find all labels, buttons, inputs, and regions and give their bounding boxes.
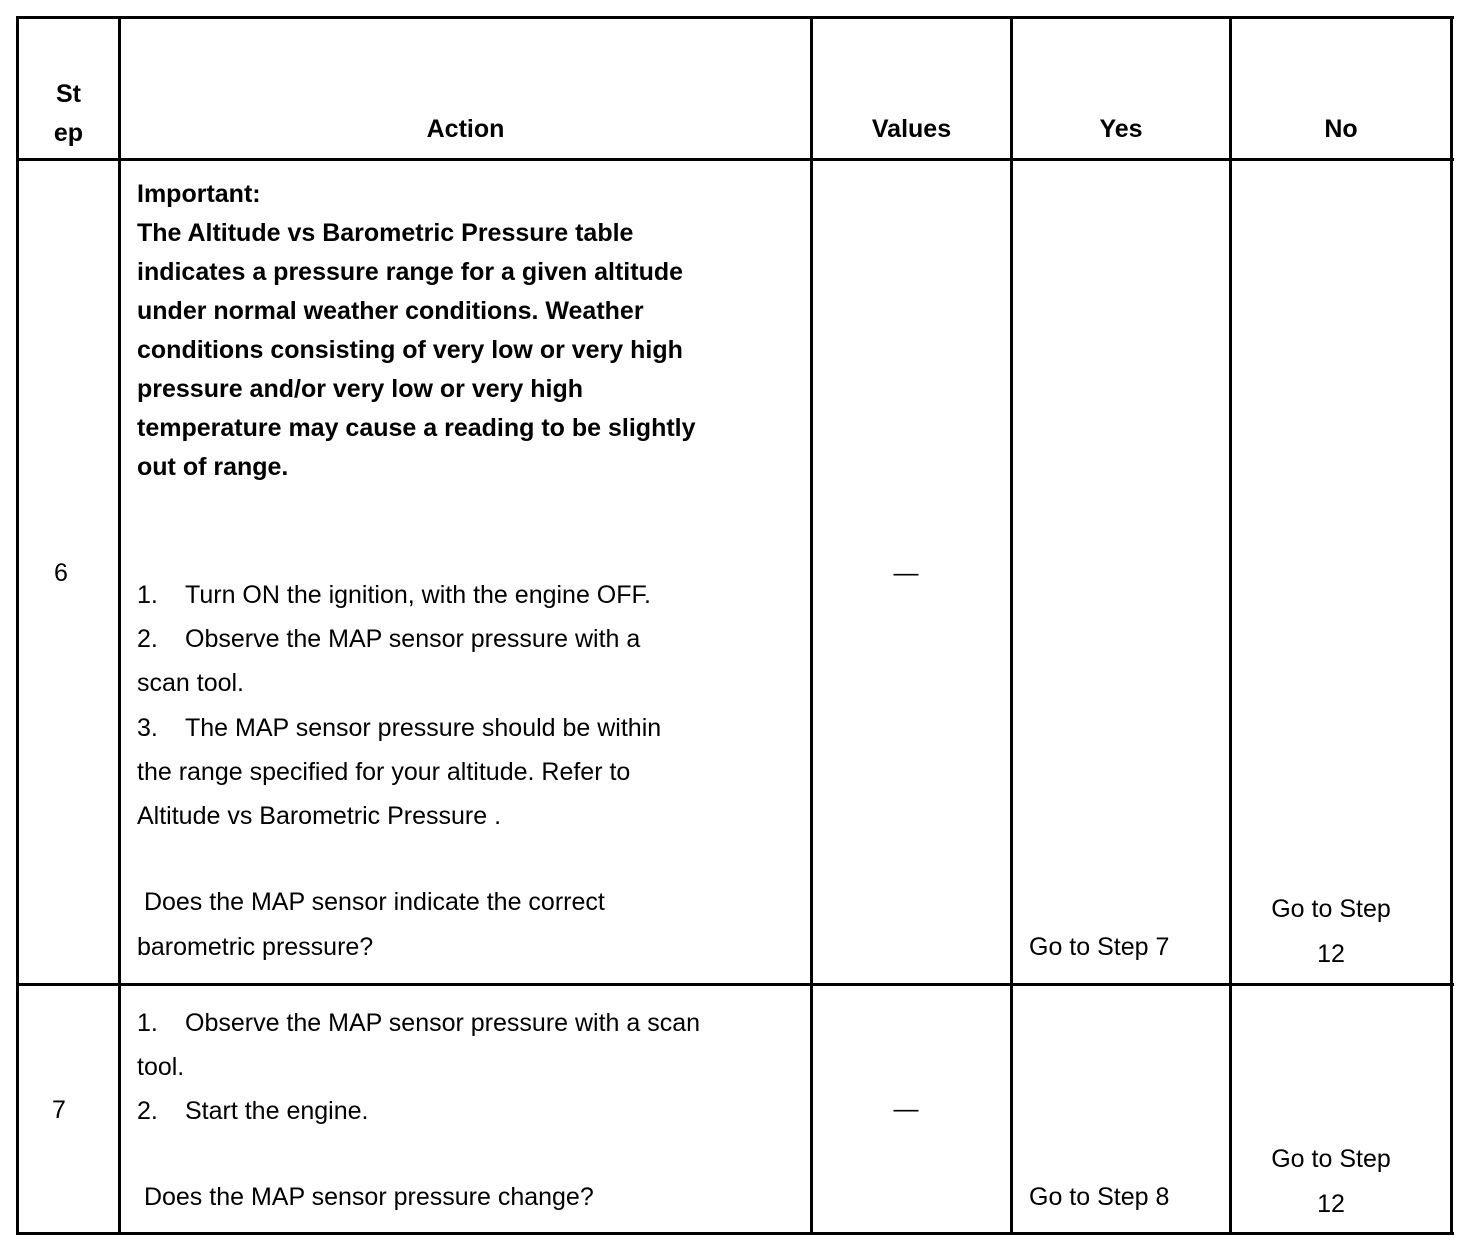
action-step-3-cont: Altitude vs Barometric Pressure . [137,802,502,830]
no-go-to-step-line: 12 [1317,940,1345,968]
header-step [19,75,118,153]
table-border-bottom [16,1232,1454,1235]
step-item-number: 3. [137,714,158,742]
step-item-number: 2. [137,1097,158,1125]
question-line: Does the MAP sensor pressure change? [137,1183,594,1211]
action-step-2 [137,624,640,654]
header-values: Values [871,115,952,143]
important-note [137,175,777,487]
step-item-text: Observe the MAP sensor pressure with a scan [185,1009,701,1037]
header-no: No [1324,115,1358,143]
step-number: 7 [52,1096,66,1124]
yes-go-to-step: Go to Step 8 [1029,1183,1170,1211]
no-go-to-step [1232,887,1430,977]
no-go-to-step-line: Go to Step [1271,895,1391,923]
no-go-to-step-line: 12 [1317,1190,1345,1218]
action-step-1 [137,580,651,610]
important-line: indicates a pressure range for a given altitude [137,258,684,286]
step-item-text: The MAP sensor pressure should be within [185,714,662,742]
header-action: Action [426,115,505,143]
header-step-line-2: ep [53,119,84,147]
column-divider-values [1010,16,1013,1235]
important-line: pressure and/or very low or very high [137,375,583,403]
header-step-line-1: St [56,80,81,108]
values-dash: — [893,559,919,587]
values-dash: — [893,1095,919,1123]
no-go-to-step [1232,1137,1430,1227]
table-border-left [16,16,19,1235]
table-border-top [16,16,1454,19]
action-step-1 [137,1008,700,1038]
action-step-3 [137,713,661,743]
no-go-to-step-line: Go to Step [1271,1145,1391,1173]
yes-go-to-step: Go to Step 7 [1029,933,1170,961]
column-divider-action [810,16,813,1235]
row-divider [16,983,1454,986]
step-item-number: 1. [137,1009,158,1037]
important-line: temperature may cause a reading to be slightly [137,414,696,442]
step-item-text: Turn ON the ignition, with the engine OFF. [185,581,651,609]
step-number: 6 [54,559,68,587]
table-border-right [1450,16,1453,1235]
step-item-number: 1. [137,581,158,609]
action-step-1-cont: tool. [137,1053,185,1081]
question-line: barometric pressure? [137,933,374,961]
important-title: Important: [137,180,261,208]
step-item-text: Observe the MAP sensor pressure with a [185,625,641,653]
important-line: conditions consisting of very low or very high [137,336,683,364]
step-item-text: Start the engine. [185,1097,369,1125]
header-yes: Yes [1099,115,1143,143]
important-line: out of range. [137,453,289,481]
important-line: The Altitude vs Barometric Pressure table [137,219,634,247]
column-divider-step [118,16,121,1235]
action-step-2 [137,1096,368,1126]
column-divider-yes [1229,16,1232,1235]
question-line: Does the MAP sensor indicate the correct [137,888,605,916]
header-divider [16,158,1454,161]
important-line: under normal weather conditions. Weather [137,297,644,325]
action-step-3-cont: the range specified for your altitude. Refer to [137,758,631,786]
step-item-number: 2. [137,625,158,653]
action-step-2-cont: scan tool. [137,669,245,697]
